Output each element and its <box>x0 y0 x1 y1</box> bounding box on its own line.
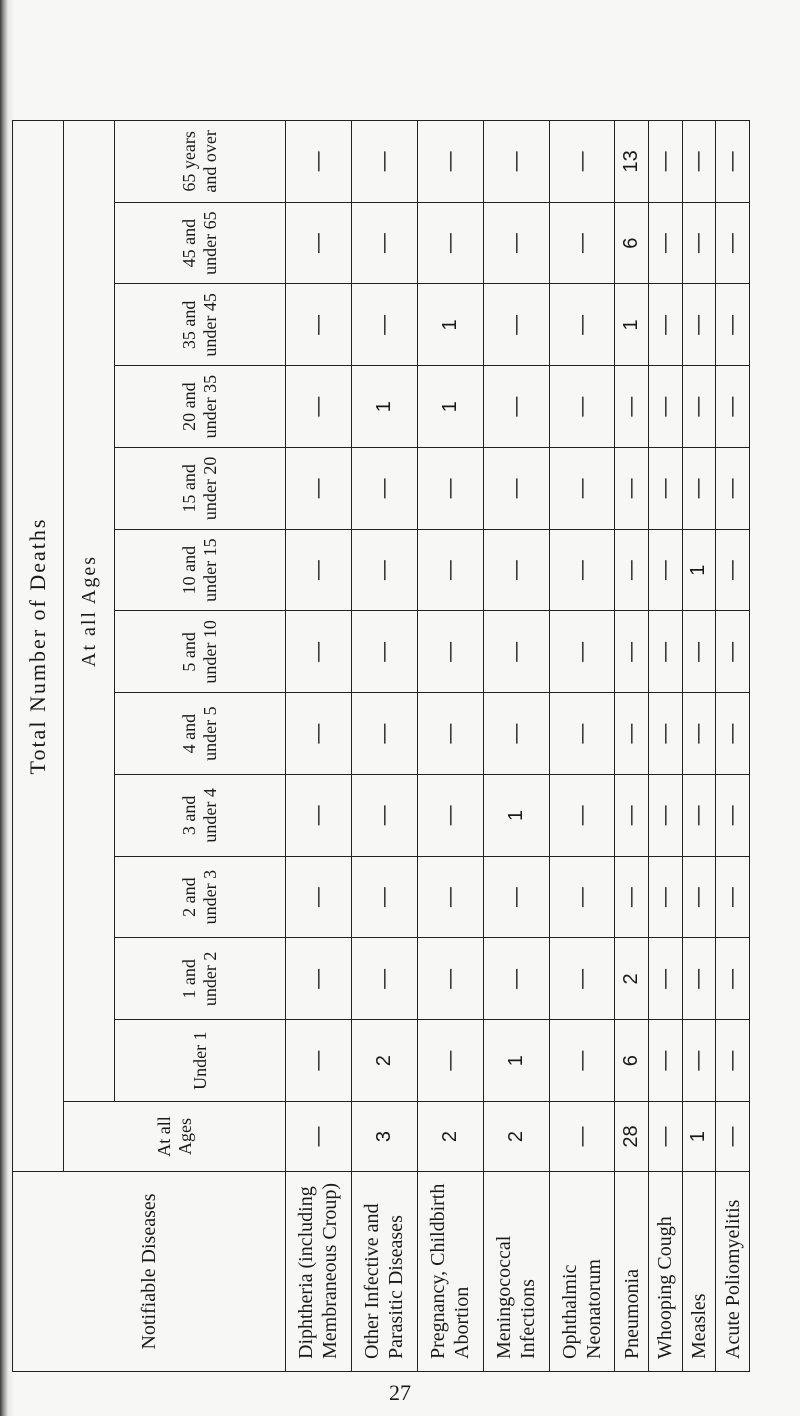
age-count-cell: — <box>549 1020 615 1102</box>
age-count-cell: — <box>286 529 352 611</box>
age-count-cell: — <box>351 529 417 611</box>
disease-name: Acute Poliomyelitis <box>716 1172 750 1372</box>
age-count-cell: — <box>549 121 615 203</box>
age-column-header: 1 and under 2 <box>115 938 286 1020</box>
age-count-cell: — <box>351 121 417 203</box>
age-count-cell: — <box>549 856 615 938</box>
age-count-cell: — <box>649 856 683 938</box>
age-count-cell: — <box>483 856 549 938</box>
age-count-cell: — <box>483 938 549 1020</box>
age-count-cell: — <box>649 611 683 693</box>
age-count-cell: 1 <box>682 529 716 611</box>
age-column-header: 65 years and over <box>115 121 286 203</box>
age-count-cell: — <box>716 775 750 857</box>
age-count-cell: — <box>716 611 750 693</box>
age-count-cell: — <box>716 448 750 530</box>
table-row <box>682 121 716 1372</box>
age-count-cell: — <box>483 284 549 366</box>
age-count-cell: — <box>716 284 750 366</box>
table-row <box>716 121 750 1372</box>
age-count-cell: — <box>549 284 615 366</box>
age-count-cell: — <box>549 448 615 530</box>
age-count-cell: — <box>682 693 716 775</box>
age-count-cell: — <box>417 938 483 1020</box>
all-ages-total-cell: — <box>286 1102 352 1172</box>
age-count-cell: — <box>483 529 549 611</box>
age-count-cell: 13 <box>615 121 649 203</box>
age-count-cell: — <box>682 202 716 284</box>
all-ages-total-cell: 2 <box>417 1102 483 1172</box>
age-count-cell: — <box>351 202 417 284</box>
age-count-cell: — <box>649 202 683 284</box>
all-ages-total-label: At all Ages <box>153 1116 195 1157</box>
age-count-cell: — <box>286 856 352 938</box>
age-count-cell: — <box>682 856 716 938</box>
table-row <box>417 121 483 1372</box>
title-text: Total Number of Deaths <box>25 517 50 775</box>
age-count-cell: — <box>615 775 649 857</box>
all-ages-total-cell: — <box>549 1102 615 1172</box>
age-column-header: 4 and under 5 <box>115 693 286 775</box>
age-column-header: 10 and under 15 <box>115 529 286 611</box>
table-row <box>351 121 417 1372</box>
all-ages-total-header <box>64 1102 286 1172</box>
age-count-cell: — <box>286 284 352 366</box>
age-count-cell: — <box>286 693 352 775</box>
age-column-header: Under 1 <box>115 1020 286 1102</box>
age-count-cell: 2 <box>351 1020 417 1102</box>
age-count-cell: — <box>549 202 615 284</box>
age-count-cell: — <box>615 529 649 611</box>
age-count-cell: 6 <box>615 1020 649 1102</box>
all-ages-total-cell: — <box>649 1102 683 1172</box>
age-count-cell: — <box>615 611 649 693</box>
age-count-cell: — <box>351 856 417 938</box>
age-count-cell: — <box>716 202 750 284</box>
age-column-header: 20 and under 35 <box>115 366 286 448</box>
age-count-cell: — <box>351 448 417 530</box>
deaths-by-age-table <box>12 120 750 1372</box>
age-count-cell: — <box>682 611 716 693</box>
disease-name: Whooping Cough <box>649 1172 683 1372</box>
age-count-cell: — <box>351 284 417 366</box>
age-count-cell: — <box>716 121 750 203</box>
age-count-cell: — <box>351 938 417 1020</box>
age-column-header: 35 and under 45 <box>115 284 286 366</box>
age-count-cell: — <box>286 202 352 284</box>
age-count-cell: — <box>649 529 683 611</box>
page-number: 27 <box>389 1380 411 1405</box>
all-ages-total-cell: 3 <box>351 1102 417 1172</box>
disease-name: Meningococcal Infections <box>483 1172 549 1372</box>
age-column-header: 45 and under 65 <box>115 202 286 284</box>
age-count-cell: — <box>417 856 483 938</box>
age-count-cell: — <box>649 775 683 857</box>
age-count-cell: — <box>649 284 683 366</box>
age-count-cell: — <box>417 529 483 611</box>
age-count-cell: 1 <box>351 366 417 448</box>
age-count-cell: — <box>417 775 483 857</box>
disease-name: Measles <box>682 1172 716 1372</box>
age-count-cell: — <box>351 775 417 857</box>
age-count-cell: — <box>286 121 352 203</box>
age-count-cell: — <box>483 448 549 530</box>
age-count-cell: — <box>549 938 615 1020</box>
notifiable-diseases-label: Notifiable Diseases <box>138 1193 160 1350</box>
age-count-cell: 1 <box>615 284 649 366</box>
age-count-cell: — <box>286 448 352 530</box>
age-count-cell: — <box>549 529 615 611</box>
age-count-cell: — <box>549 611 615 693</box>
age-count-cell: — <box>615 693 649 775</box>
age-column-header: 2 and under 3 <box>115 856 286 938</box>
age-count-cell: — <box>483 693 549 775</box>
age-count-cell: — <box>286 938 352 1020</box>
age-count-cell: — <box>417 202 483 284</box>
age-count-cell: — <box>649 121 683 203</box>
disease-name: Diphtheria (including Membraneous Croup) <box>286 1172 352 1372</box>
age-count-cell: — <box>682 448 716 530</box>
age-column-header: 3 and under 4 <box>115 775 286 857</box>
age-count-cell: — <box>716 693 750 775</box>
age-count-cell: — <box>286 366 352 448</box>
age-column-header: 5 and under 10 <box>115 611 286 693</box>
age-count-cell: 1 <box>417 366 483 448</box>
age-count-cell: — <box>483 202 549 284</box>
age-count-cell: 1 <box>483 1020 549 1102</box>
age-column-header: 15 and under 20 <box>115 448 286 530</box>
age-count-cell: — <box>417 1020 483 1102</box>
age-count-cell: — <box>716 938 750 1020</box>
age-count-cell: — <box>716 529 750 611</box>
age-count-cell: — <box>649 1020 683 1102</box>
age-count-cell: 1 <box>417 284 483 366</box>
age-count-cell: 6 <box>615 202 649 284</box>
disease-name: Ophthalmic Neonatorum <box>549 1172 615 1372</box>
all-ages-total-cell: 28 <box>615 1102 649 1172</box>
table-row <box>615 121 649 1372</box>
age-count-cell: 2 <box>615 938 649 1020</box>
notifiable-diseases-header <box>13 1172 286 1372</box>
at-all-ages-subtitle <box>64 121 115 1102</box>
age-count-cell: — <box>549 366 615 448</box>
age-count-cell: — <box>615 448 649 530</box>
table-row <box>549 121 615 1372</box>
age-count-cell: — <box>716 366 750 448</box>
age-count-cell: — <box>483 366 549 448</box>
age-count-cell: — <box>682 1020 716 1102</box>
age-count-cell: 1 <box>483 775 549 857</box>
age-count-cell: — <box>417 121 483 203</box>
age-count-cell: — <box>549 693 615 775</box>
age-count-cell: — <box>615 856 649 938</box>
age-count-cell: — <box>682 775 716 857</box>
total-deaths-title <box>13 121 64 1172</box>
age-count-cell: — <box>417 611 483 693</box>
all-ages-total-cell: — <box>716 1102 750 1172</box>
age-count-cell: — <box>286 775 352 857</box>
table-body <box>286 121 750 1372</box>
all-ages-total-cell: 2 <box>483 1102 549 1172</box>
table-row <box>483 121 549 1372</box>
age-count-cell: — <box>417 693 483 775</box>
age-count-cell: — <box>483 611 549 693</box>
disease-name: Pneumonia <box>615 1172 649 1372</box>
age-count-cell: — <box>286 611 352 693</box>
table-row <box>649 121 683 1372</box>
age-count-cell: — <box>682 284 716 366</box>
age-count-cell: — <box>682 938 716 1020</box>
age-count-cell: — <box>615 366 649 448</box>
table-row <box>286 121 352 1372</box>
age-count-cell: — <box>682 121 716 203</box>
age-count-cell: — <box>649 693 683 775</box>
age-count-cell: — <box>716 1020 750 1102</box>
rotated-table-page <box>12 120 750 1372</box>
age-count-cell: — <box>483 121 549 203</box>
age-count-cell: — <box>649 366 683 448</box>
all-ages-total-cell: 1 <box>682 1102 716 1172</box>
age-count-cell: — <box>351 693 417 775</box>
age-count-cell: — <box>286 1020 352 1102</box>
age-count-cell: — <box>649 938 683 1020</box>
disease-name: Other Infective and Parasitic Diseases <box>351 1172 417 1372</box>
disease-name: Pregnancy, Childbirth Abortion <box>417 1172 483 1372</box>
age-count-cell: — <box>682 366 716 448</box>
age-count-cell: — <box>549 775 615 857</box>
age-count-cell: — <box>417 448 483 530</box>
subtitle-text: At all Ages <box>77 555 100 667</box>
age-count-cell: — <box>351 611 417 693</box>
age-count-cell: — <box>649 448 683 530</box>
age-count-cell: — <box>716 856 750 938</box>
